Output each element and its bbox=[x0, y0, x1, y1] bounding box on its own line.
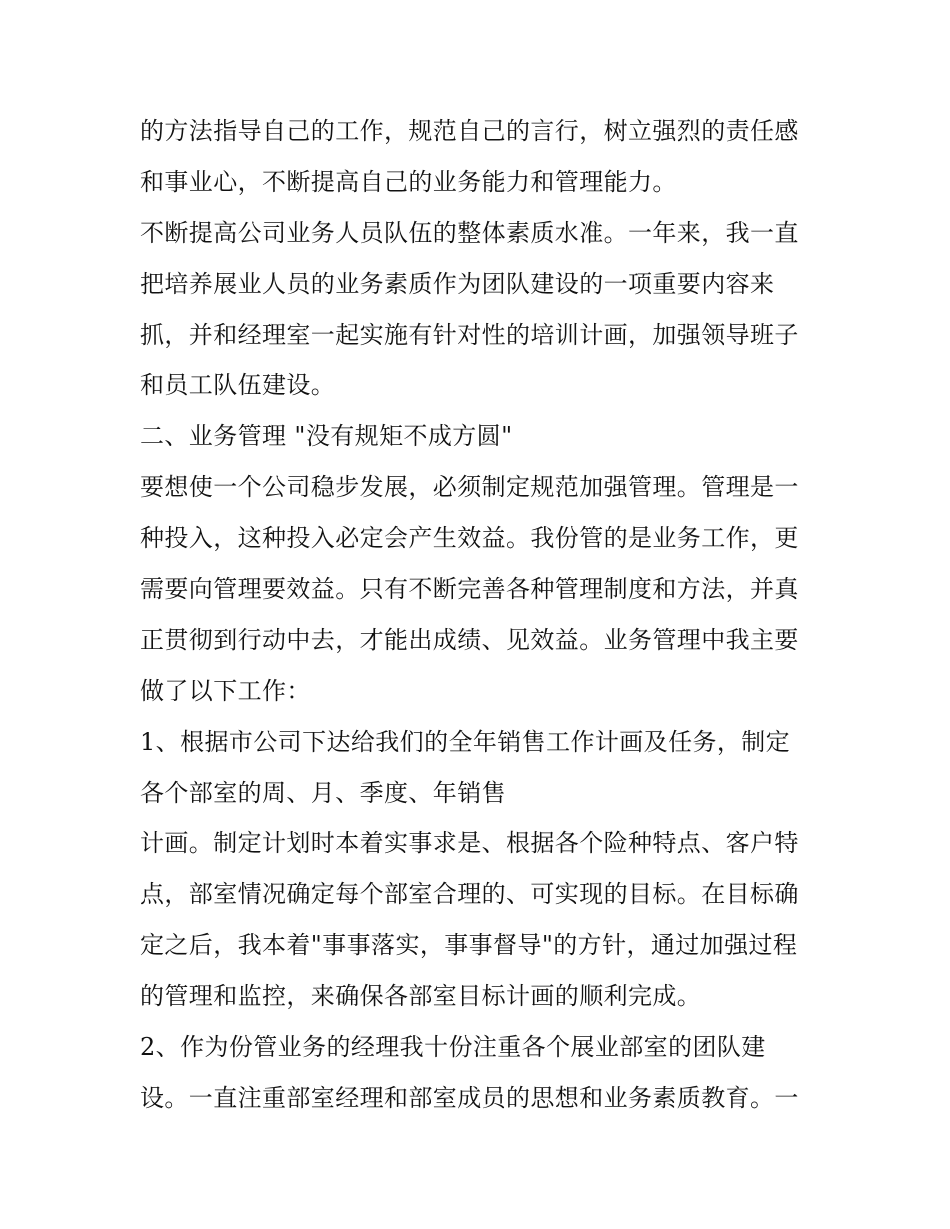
text-line: 定之后，我本着"事事落实，事事督导"的方针，通过加强过程 bbox=[140, 931, 798, 960]
text-line: 不断提高公司业务人员队伍的整体素质水准。一年来，我一直 bbox=[140, 218, 799, 247]
text-line: 设。一直注重部室经理和部室成员的思想和业务素质教育。一 bbox=[140, 1083, 799, 1112]
numbered-item-1: 1、根据市公司下达给我们的全年销售工作计画及任务，制定 bbox=[140, 727, 791, 756]
text-line: 要想使一个公司稳步发展，必须制定规范加强管理。管理是一 bbox=[140, 473, 799, 502]
text-line: 和员工队伍建设。 bbox=[140, 371, 336, 400]
text-line: 和事业心，不断提高自己的业务能力和管理能力。 bbox=[140, 167, 677, 196]
numbered-item-2: 2、作为份管业务的经理我十份注重各个展业部室的团队建 bbox=[140, 1033, 766, 1062]
text-line: 把培养展业人员的业务素质作为团队建设的一项重要内容来 bbox=[140, 269, 775, 298]
section-heading: 二、业务管理 "没有规矩不成方圆" bbox=[140, 422, 513, 451]
text-line: 计画。制定计划时本着实事求是、根据各个险种特点、客户特 bbox=[140, 829, 799, 858]
text-line: 做了以下工作： bbox=[140, 676, 311, 705]
text-line: 需要向管理要效益。只有不断完善各种管理制度和方法，并真 bbox=[140, 575, 799, 604]
text-line: 点，部室情况确定每个部室合理的、可实现的目标。在目标确 bbox=[140, 880, 799, 909]
text-line: 的方法指导自己的工作，规范自己的言行，树立强烈的责任感 bbox=[140, 117, 799, 145]
document-body bbox=[140, 106, 820, 1124]
text-line: 的管理和监控，来确保各部室目标计画的顺利完成。 bbox=[140, 982, 702, 1011]
text-line: 各个部室的周、月、季度、年销售 bbox=[140, 778, 506, 807]
text-line: 种投入，这种投入必定会产生效益。我份管的是业务工作，更 bbox=[140, 524, 799, 553]
text-line: 抓，并和经理室一起实施有针对性的培训计画，加强领导班子 bbox=[140, 320, 799, 349]
text-line: 正贯彻到行动中去，才能出成绩、见效益。业务管理中我主要 bbox=[140, 625, 799, 654]
